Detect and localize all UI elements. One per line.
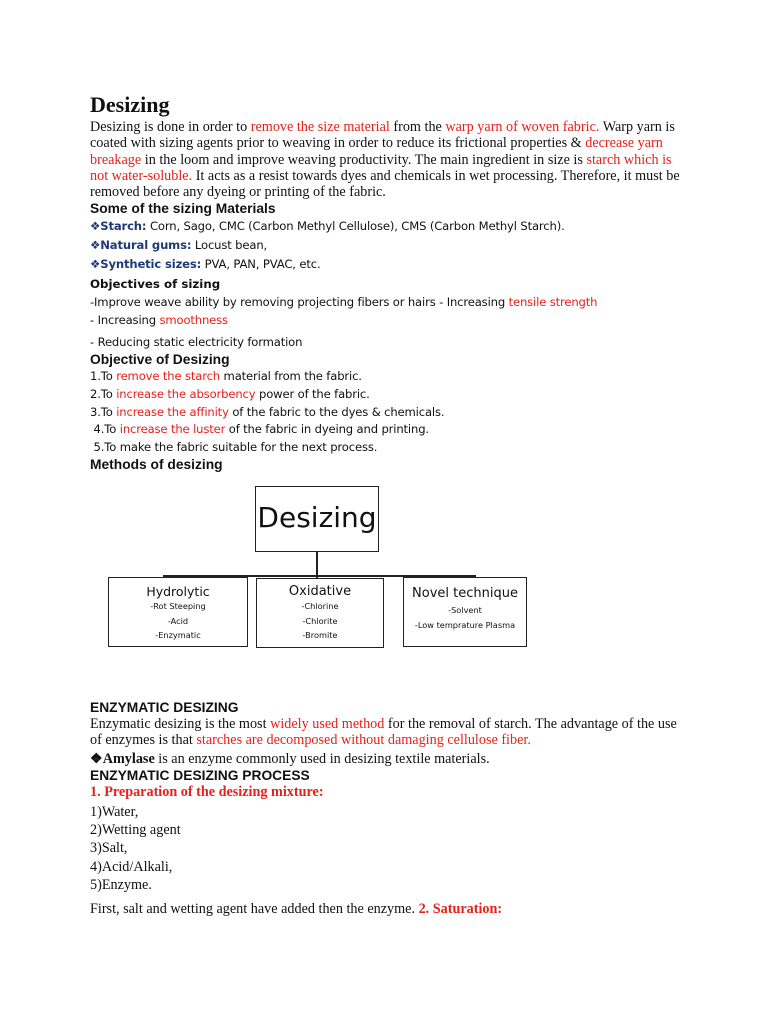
- list-item: 3)Salt,: [90, 840, 128, 857]
- bullet-icon: ❖: [90, 219, 101, 234]
- diagram-child-sub: -Chlorine: [301, 601, 339, 611]
- intro-text: from the: [389, 119, 446, 135]
- item-text: power of the fabric.: [255, 387, 370, 402]
- intro-highlight: remove the size material: [250, 119, 390, 135]
- para-text: for the removal of starch. The advantage of the use of enzymes is that: [90, 716, 677, 749]
- diagram-child-sub: -Solvent: [448, 605, 482, 615]
- methods-heading: Methods of desizing: [90, 457, 223, 473]
- bullet-icon: ❖: [90, 750, 103, 767]
- intro-paragraph: [90, 119, 680, 200]
- diagram-child-sub: -Bromite: [302, 630, 338, 640]
- list-item: [90, 404, 680, 422]
- list-item: [90, 421, 680, 439]
- item-text: Locust bean,: [191, 238, 268, 253]
- item-label: Natural gums:: [100, 238, 192, 253]
- list-item: 1)Water,: [90, 803, 139, 820]
- para-highlight: starches are decomposed without damaging cellulose fiber.: [196, 732, 531, 749]
- diagram-child-sub: -Acid: [167, 615, 189, 626]
- sizing-materials-heading: Some of the sizing Materials: [90, 201, 276, 217]
- diagram-child-box: [403, 577, 527, 647]
- list-item: [90, 311, 680, 329]
- objective-desizing-list: [90, 368, 680, 456]
- diagram-child-box: [108, 577, 248, 647]
- page-title: Desizing: [90, 92, 170, 117]
- bullet-icon: ❖: [90, 238, 101, 253]
- process-step-1: 1. Preparation of the desizing mixture:: [90, 783, 324, 800]
- item-text: Corn, Sago, CMC (Carbon Methyl Cellulose), CMS (Carbon Methyl Starch).: [146, 219, 565, 234]
- document-body: [90, 92, 680, 473]
- amylase-label: Amylase: [102, 750, 155, 767]
- item-text: material from the fabric.: [220, 369, 362, 384]
- list-item: [90, 255, 680, 274]
- item-label: Starch:: [100, 219, 147, 234]
- objectives-sizing-heading: Objectives of sizing: [90, 277, 221, 292]
- item-text: - Increasing: [90, 313, 160, 328]
- diagram-child-title: Oxidative: [288, 584, 352, 599]
- para-text: Enzymatic desizing is the most: [90, 716, 271, 732]
- enzymatic-section: [90, 699, 690, 917]
- item-highlight: remove the starch: [116, 369, 221, 384]
- objective-desizing-heading: Objective of Desizing: [90, 352, 230, 368]
- list-item: [90, 217, 680, 236]
- item-text: PVA, PAN, PVAC, etc.: [201, 257, 321, 272]
- item-text: -Improve weave ability by removing projecting fibers or hairs - Increasing: [90, 295, 509, 310]
- item-highlight: increase the affinity: [116, 404, 229, 419]
- intro-highlight: warp yarn of woven fabric.: [445, 119, 600, 135]
- item-label: Synthetic sizes:: [100, 257, 202, 272]
- item-text: 4.To: [90, 422, 120, 437]
- list-item: [90, 293, 680, 311]
- diagram-child-sub: -Rot Steeping: [150, 601, 206, 611]
- list-item: 5)Enzyme.: [90, 876, 152, 893]
- bullet-icon: ❖: [90, 257, 101, 272]
- methods-diagram: [105, 486, 525, 666]
- list-item: [90, 368, 680, 386]
- item-highlight: increase the absorbency: [116, 387, 256, 402]
- item-text: 2.To: [90, 387, 117, 402]
- item-highlight: increase the luster: [119, 422, 226, 437]
- ingredients-list: [90, 803, 690, 894]
- item-text: 5.To make the fabric suitable for the next process.: [90, 439, 378, 454]
- item-text: 3.To: [90, 404, 117, 419]
- list-item: [90, 386, 680, 404]
- amylase-line: [90, 751, 690, 767]
- intro-highlight: decrease yarn breakage: [90, 135, 663, 168]
- para-highlight: widely used method: [270, 716, 385, 732]
- list-item: [90, 439, 680, 457]
- final-line: [90, 901, 690, 917]
- intro-text: Desizing is done in order to: [90, 119, 251, 135]
- connector-line: [316, 552, 318, 576]
- enzymatic-heading: ENZYMATIC DESIZING: [90, 700, 239, 715]
- final-text: First, salt and wetting agent have added then the enzyme.: [90, 900, 419, 917]
- item-text: of the fabric in dyeing and printing.: [225, 422, 429, 437]
- objectives-sizing-list: [90, 293, 680, 351]
- diagram-root-box: [255, 486, 379, 552]
- diagram-child-sub: -Chlorite: [302, 615, 338, 626]
- diagram-child-title: Novel technique: [412, 586, 518, 601]
- list-item: 2)Wetting agent: [90, 822, 181, 839]
- diagram-child-sub: -Low temprature Plasma: [414, 619, 516, 630]
- list-item: - Reducing static electricity formation: [90, 335, 303, 350]
- item-text: of the fabric to the dyes & chemicals.: [228, 404, 445, 419]
- intro-text: It acts as a resist towards dyes and chemicals in wet processing. Therefore, it must be removed before any dyeing or printing of the fabric.: [90, 167, 680, 201]
- item-highlight: tensile strength: [508, 295, 598, 310]
- process-step-2: 2. Saturation:: [418, 900, 503, 917]
- amylase-text: is an enzyme commonly used in desizing textile materials.: [154, 750, 490, 767]
- item-text: 1.To: [90, 369, 117, 384]
- intro-text: in the loom and improve weaving productivity. The main ingredient in size is: [141, 151, 587, 168]
- diagram-root-label: Desizing: [257, 501, 377, 534]
- diagram-child-box: [256, 578, 384, 648]
- intro-highlight: starch which is not water-soluble.: [90, 151, 672, 184]
- process-heading: ENZYMATIC DESIZING PROCESS: [90, 767, 310, 783]
- list-item: 4)Acid/Alkali,: [90, 858, 173, 875]
- diagram-child-sub: -Enzymatic: [155, 630, 201, 640]
- enzymatic-paragraph: [90, 716, 690, 749]
- diagram-child-title: Hydrolytic: [146, 584, 210, 599]
- item-highlight: smoothness: [159, 313, 228, 328]
- sizing-materials-list: [90, 217, 680, 274]
- list-item: [90, 236, 680, 255]
- intro-text: Warp yarn is coated with sizing agents prior to weaving in order to reduce its frictional properties &: [90, 119, 675, 152]
